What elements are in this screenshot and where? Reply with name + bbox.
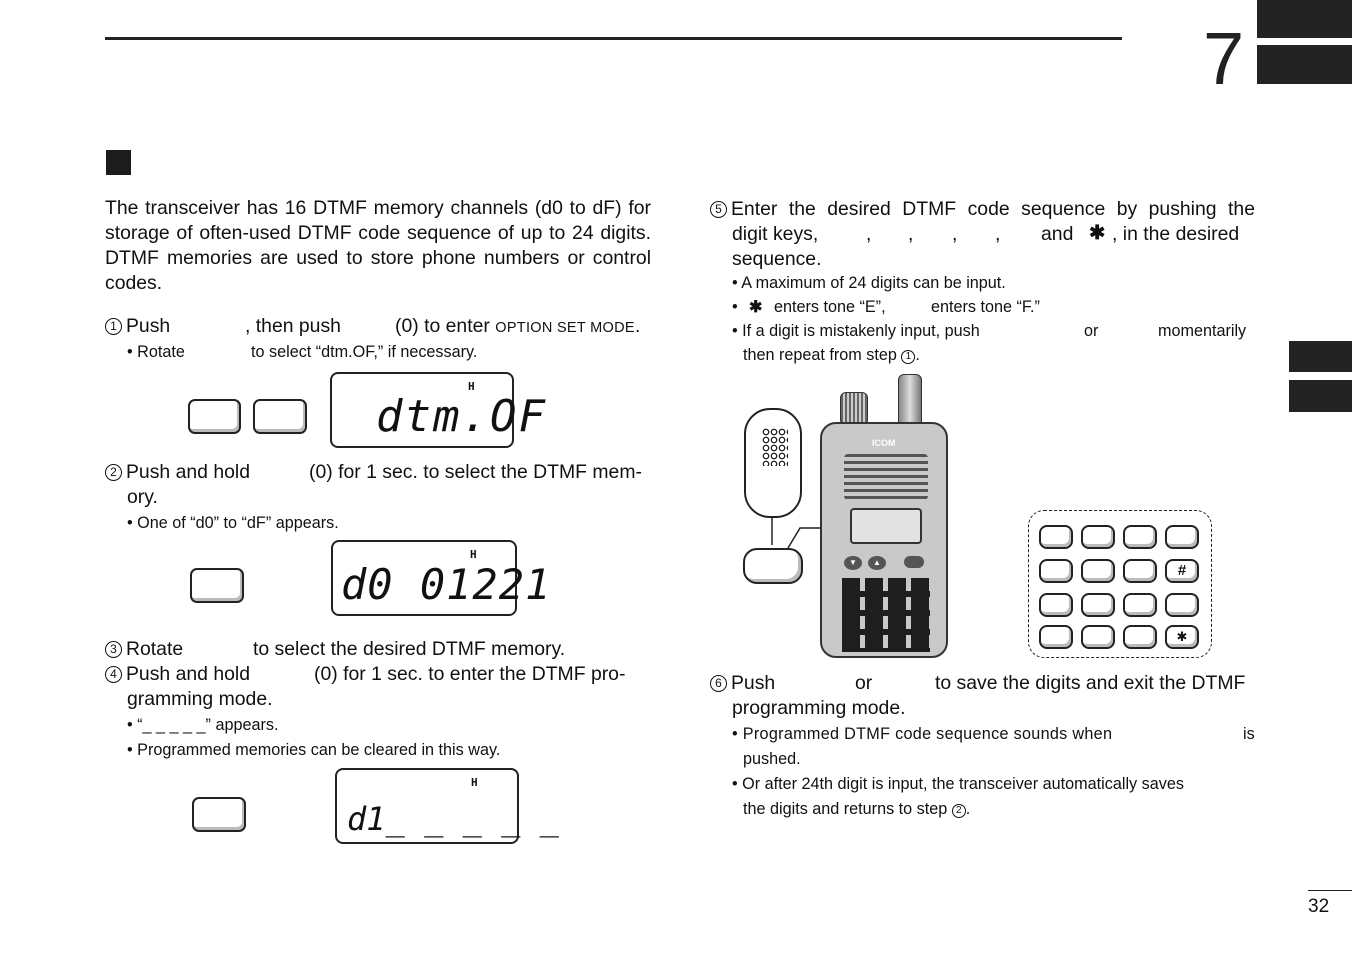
keypad-key[interactable] xyxy=(1165,525,1199,549)
star-key-symbol: ✱ xyxy=(749,298,763,316)
lcd-display-2 xyxy=(331,540,552,616)
step-3-part-b: to select the desired DTMF memory. xyxy=(253,638,566,660)
step-number-3: 3 xyxy=(105,641,122,658)
side-button[interactable] xyxy=(904,556,924,568)
step-1-part-c: (0) to enter OPTION SET MODE. xyxy=(395,315,641,337)
zero-key[interactable] xyxy=(253,399,307,434)
keypad-enlarged xyxy=(1028,510,1212,658)
hash-icon: # xyxy=(1177,562,1187,579)
step-number-6: 6 xyxy=(710,675,727,692)
lcd-indicator-h: H xyxy=(468,380,475,393)
step-2-note: • One of “d0” to “dF” appears. xyxy=(127,514,339,532)
lcd-display-3 xyxy=(335,768,559,844)
step-2-part-b: (0) for 1 sec. to select the DTMF mem- xyxy=(309,461,642,483)
step-4: 4 Push and hold xyxy=(105,662,250,687)
header-rule xyxy=(105,37,1122,40)
step-5-desired: , in the desired xyxy=(1112,223,1240,245)
comma-2: , xyxy=(908,223,914,245)
lcd-indicator-h: H xyxy=(470,548,477,561)
step-6: 6 Push xyxy=(710,671,775,696)
keypad-key[interactable] xyxy=(1081,525,1115,549)
step-number-5: 5 xyxy=(710,201,727,218)
step-number-4: 4 xyxy=(105,666,122,683)
step-6-or: or xyxy=(855,672,873,694)
speaker-grille xyxy=(844,454,928,500)
step-1-note-a: • Rotate xyxy=(127,343,185,361)
step-number-2: 2 xyxy=(105,464,122,481)
radio-body xyxy=(820,422,948,658)
keypad-key[interactable] xyxy=(1039,525,1073,549)
step-5-note-4: then repeat from step 1 . xyxy=(743,346,920,364)
step-5-note-3a: • If a digit is mistakenly input, push xyxy=(732,322,980,340)
step-5-sequence: sequence. xyxy=(732,248,822,270)
down-button[interactable]: ▼ xyxy=(844,556,862,570)
page-number: 32 xyxy=(1308,896,1330,917)
step-4-part-b: (0) for 1 sec. to enter the DTMF pro- xyxy=(314,663,626,685)
footer-rule xyxy=(1308,890,1352,891)
keypad-key[interactable] xyxy=(1039,559,1073,583)
star-icon: ✱ xyxy=(1176,629,1188,644)
step-1-note-b: to select “dtm.OF,” if necessary. xyxy=(251,343,478,361)
step-1-part-b: , then push xyxy=(245,315,341,337)
keypad-key[interactable] xyxy=(1039,625,1073,649)
step-2-part-c: ory. xyxy=(127,486,158,508)
step-6-note-3: the digits and returns to step 2 . xyxy=(743,800,971,818)
lcd-text: d1_ _ _ _ _ xyxy=(347,800,559,838)
star-key-symbol: ✱ xyxy=(1089,222,1106,244)
keypad-key[interactable] xyxy=(1081,593,1115,617)
radio-lcd xyxy=(850,508,922,544)
lcd-text: d0 01221 xyxy=(341,560,552,609)
step-3: 3 Rotate xyxy=(105,637,183,662)
zero-key[interactable] xyxy=(192,797,246,832)
comma-3: , xyxy=(952,223,958,245)
step-5-note-1: • A maximum of 24 digits can be input. xyxy=(732,274,1006,292)
lcd-display-1 xyxy=(330,372,547,448)
zero-key[interactable] xyxy=(190,568,244,603)
keypad-key[interactable] xyxy=(1165,593,1199,617)
step-4-note-1: • “_ _ _ _ _” appears. xyxy=(127,716,279,734)
step-number-1: 1 xyxy=(105,318,122,335)
chapter-number: 7 xyxy=(1203,17,1245,100)
keypad-key[interactable] xyxy=(1039,593,1073,617)
section-marker-square xyxy=(106,150,131,175)
lcd-indicator-h: H xyxy=(471,776,478,789)
brand-logo: ICOM xyxy=(872,438,896,448)
func-key[interactable] xyxy=(188,399,241,434)
star-key[interactable] xyxy=(1165,625,1199,649)
step-5-note-2-bullet: • xyxy=(732,298,738,316)
comma-4: , xyxy=(995,223,1001,245)
hash-key[interactable] xyxy=(1165,559,1199,583)
step-4-part-c: gramming mode. xyxy=(127,688,273,710)
keypad-key[interactable] xyxy=(1081,625,1115,649)
keypad-key[interactable] xyxy=(1123,625,1157,649)
step-5-note-2b: enters tone “F.” xyxy=(931,298,1040,316)
lcd-text: dtm.OF xyxy=(376,391,547,442)
intro-paragraph: The transceiver has 16 DTMF memory channels (d0 to dF) for storage of often-used DTMF code sequence of up to 24 digits. DTMF memories are used to store phone numbers or control codes. xyxy=(105,197,651,294)
comma-1: , xyxy=(866,223,872,245)
keypad-key[interactable] xyxy=(1123,525,1157,549)
keypad-key[interactable] xyxy=(1081,559,1115,583)
step-6-note-1b: is xyxy=(1243,725,1255,743)
step-4-note-2: • Programmed memories can be cleared in this way. xyxy=(127,741,501,759)
step-6-note-1a: • Programmed DTMF code sequence sounds when xyxy=(732,725,1113,743)
radio-illustration xyxy=(740,370,1260,670)
radio-keypad-grid[interactable] xyxy=(842,578,930,652)
volume-knob[interactable] xyxy=(840,392,868,426)
option-set-mode: OPTION SET MODE xyxy=(495,320,635,336)
step-6-part-c: programming mode. xyxy=(732,697,906,719)
chapter-tab-bottom xyxy=(1257,45,1352,84)
step-6-note-1c: pushed. xyxy=(743,750,801,768)
step-5-digit-keys: digit keys, xyxy=(732,223,819,245)
step-6-note-2: • Or after 24th digit is input, the transceiver automatically saves xyxy=(732,775,1184,793)
step-5-note-3b: momentarily xyxy=(1158,322,1247,340)
antenna xyxy=(898,374,922,426)
chapter-tab-top xyxy=(1257,0,1352,38)
step-2: 2 Push and hold xyxy=(105,460,250,485)
step-5-note-2a: enters tone “E”, xyxy=(774,298,886,316)
keypad-key[interactable] xyxy=(1123,593,1157,617)
step-5-note-3-or: or xyxy=(1084,322,1099,340)
step-6-part-b: to save the digits and exit the DTMF xyxy=(935,672,1246,694)
keypad-key[interactable] xyxy=(1123,559,1157,583)
step-1: 1 Push xyxy=(105,314,170,339)
up-button[interactable]: ▲ xyxy=(868,556,886,570)
side-tab-2 xyxy=(1289,380,1352,412)
side-tab-1 xyxy=(1289,341,1352,372)
step-5-and: and xyxy=(1041,223,1074,245)
step-5: 5 Enter the desired DTMF code sequence by pushing the xyxy=(710,197,1255,222)
